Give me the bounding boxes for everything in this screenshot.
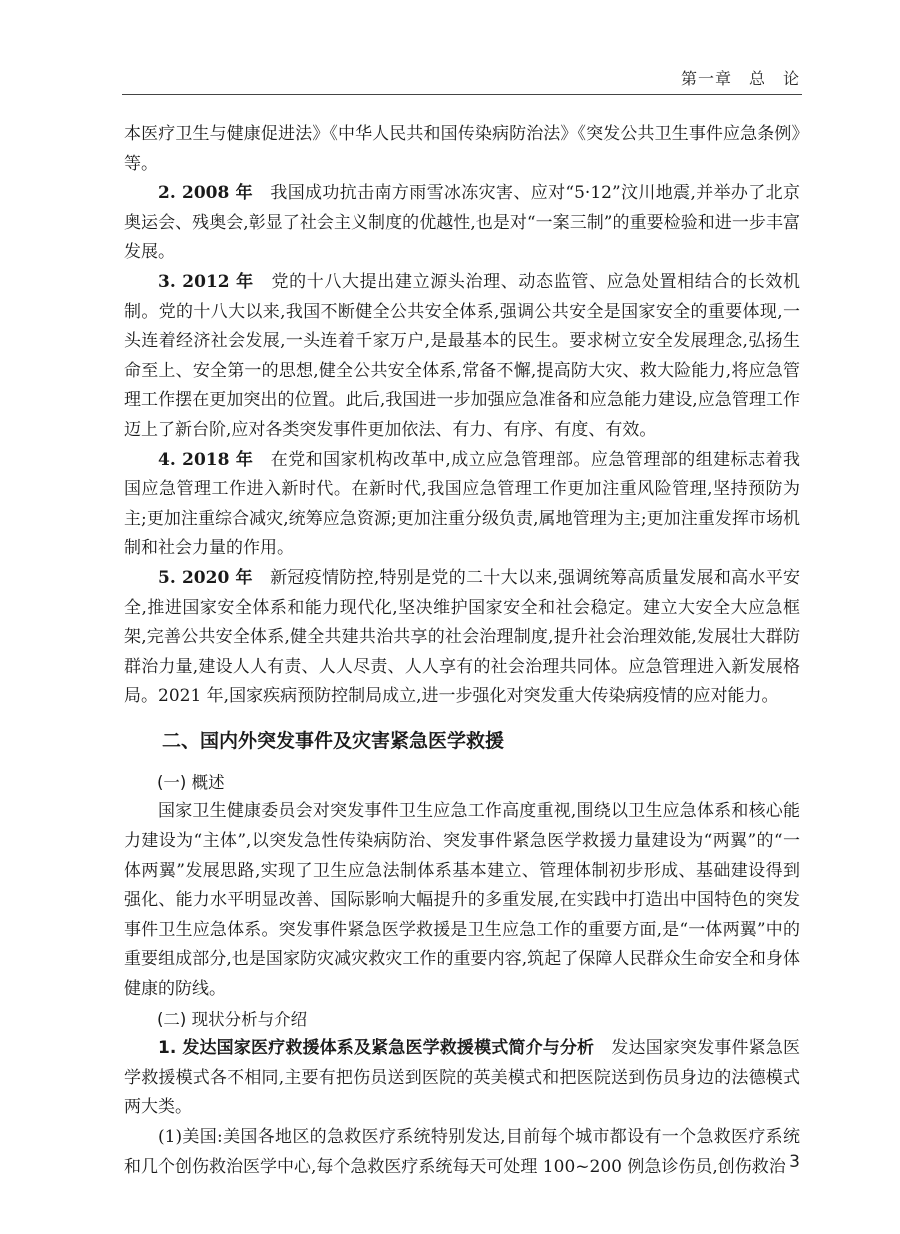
paragraph-2008 (124, 179, 800, 268)
paragraph-2020 (124, 564, 800, 712)
paragraph-continuation: 本医疗卫生与健康促进法》《中华人民共和国传染病防治法》《突发公共卫生事件应急条例》等。 (124, 124, 800, 174)
item-heading-developed-countries: 1. 发达国家医疗救援体系及紧急医学救援模式简介与分析 (158, 1038, 595, 1059)
year-label-2018: 4. 2018 年 (158, 449, 254, 470)
paragraph-usa: (1)美国:美国各地区的急救医疗系统特别发达,目前每个城市都设有一个急救医疗系统和几个创伤救治医学中心,每个急救医疗系统每天可处理 100~200 例急诊伤员,创伤救治 (124, 1127, 800, 1177)
year-label-2012: 3. 2012 年 (158, 271, 254, 292)
paragraph-text-2020: 新冠疫情防控,特别是党的二十大以来,强调统筹高质量发展和高水平安全,推进国家安全体系和能力现代化,坚决维护国家安全和社会稳定。建立大安全大应急框架,完善公共安全体系,健全共建共治共享的社会治理制度,提升社会治理效能,发展壮大群防群治力量,建设人人有责、人人尽责、人人享有的社会治理共同体。应急管理进入新发展格局。2021 年,国家疾病预防控制局成立,进一步强化对突发重大传染病疫情的应对能力。 (124, 567, 800, 707)
section-heading: 二、国内外突发事件及灾害紧急医学救援 (162, 729, 505, 752)
subsection-heading-analysis: (二) 现状分析与介绍 (157, 1009, 308, 1029)
chapter-title: 第一章 总 论 (680, 69, 800, 88)
paragraph-text-2012: 党的十八大提出建立源头治理、动态监管、应急处置相结合的长效机制。党的十八大以来,我国不断健全公共安全体系,强调公共安全是国家安全的重要体现,一头连着经济社会发展,一头连着千家万户,是最基本的民生。要求树立安全发展理念,弘扬生命至上、安全第一的思想,健全公共安全体系,常备不懈,提高防大灾、救大险能力,将应急管理工作摆在更加突出的位置。此后,我国进一步加强应急准备和应急能力建设,应急管理工作迈上了新台阶,应对各类突发事件更加依法、有力、有序、有度、有效。 (124, 271, 801, 440)
paragraph-overview: 国家卫生健康委员会对突发事件卫生应急工作高度重视,围绕以卫生应急体系和核心能力建设为“主体”,以突发急性传染病防治、突发事件紧急医学救援力量建设为“两翼”的“一体两翼”发展思路,实现了卫生应急法制体系基本建立、管理体制初步形成、基础建设得到强化、能力水平明显改善、国际影响大幅提升的多重发展,在实践中打造出中国特色的突发事件卫生应急体系。突发事件紧急医学救援是卫生应急工作的重要方面,是“一体两翼”中的重要组成部分,也是国家防灾减灾救灾工作的重要内容,筑起了保障人民群众生命安全和身体健康的防线。 (124, 801, 800, 1000)
page-number: 3 (789, 1152, 800, 1172)
year-label-2008: 2. 2008 年 (158, 183, 253, 204)
paragraph-text-2018: 在党和国家机构改革中,成立应急管理部。应急管理部的组建标志着我国应急管理工作进入新时代。在新时代,我国应急管理工作更加注重风险管理,坚持预防为主;更加注重综合减灾,统筹应急资源;更加注重分级负责,属地管理为主;更加注重发挥市场机制和社会力量的作用。 (124, 449, 801, 559)
subsection-heading-overview: (一) 概述 (157, 772, 225, 792)
paragraph-text-developed-countries: 发达国家突发事件紧急医学救援模式各不相同,主要有把伤员送到医院的英美模式和把医院送到伤员身边的法德模式两大类。 (124, 1038, 800, 1118)
paragraph-developed-countries (124, 1034, 800, 1123)
page-body (124, 120, 800, 1182)
year-label-2020: 5. 2020 年 (158, 567, 253, 588)
paragraph-2018 (124, 446, 800, 564)
running-header (122, 64, 802, 95)
paragraph-text-2008: 我国成功抗击南方雨雪冰冻灾害、应对“5·12”汶川地震,并举办了北京奥运会、残奥会,彰显了社会主义制度的优越性,也是对“一案三制”的重要检验和进一步丰富发展。 (124, 183, 801, 263)
paragraph-2012 (124, 268, 800, 446)
